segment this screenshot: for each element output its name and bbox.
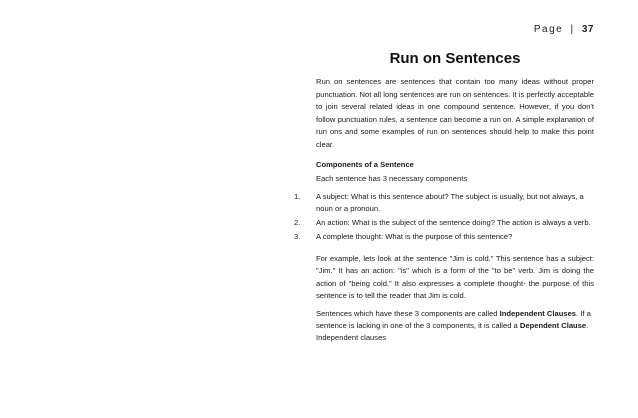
- term-independent-clauses: Independent Clauses: [499, 309, 577, 319]
- closing-paragraph: [316, 308, 594, 344]
- closing-text-1: Sentences which have these 3 components are called: [316, 309, 500, 319]
- list-item: [294, 231, 594, 243]
- list-text: A complete thought: What is the purpose of this sentence?: [316, 232, 513, 241]
- list-number: 2.: [294, 218, 301, 227]
- intro-paragraph: Run on sentences are sentences that contain too many ideas without proper punctuation. Not all long sentences are run on sentences. It is perfectly acceptable to join several related ideas in one compound sentence. However, if you don't follow punctuation rules, a sentence can become a run on. A simple explanation of run ons and some examples of run on sentences should help to make this point clear.: [316, 77, 594, 149]
- term-dependent-clause: Dependent Clause: [519, 321, 587, 331]
- section-heading: Components of a Sentence: [316, 160, 414, 169]
- list-number: 3.: [294, 232, 301, 241]
- list-item: [294, 217, 594, 229]
- list-item: [294, 191, 594, 215]
- closing-text-3: . Independent clauses: [316, 321, 589, 343]
- closing-text-2: . If a sentence is lacking in one of the 3 components, it is called a: [316, 309, 591, 331]
- page-label: Page: [533, 24, 564, 35]
- page-header: [534, 24, 594, 35]
- page-number: 37: [581, 24, 594, 35]
- example-paragraph: For example, lets look at the sentence "Jim is cold." This sentence has a subject: "Jim." It has an action: "is" which is a form of the "to be" verb. Jim is doing the action of "being cold." It also expresses a complete thought- the purpose of this sentence is to tell the reader that Jim is cold.: [316, 254, 594, 300]
- list-number: 1.: [294, 192, 301, 201]
- components-list: [294, 191, 594, 243]
- page-separator: |: [570, 24, 575, 35]
- list-text: An action: What is the subject of the sentence doing? The action is always a verb.: [316, 218, 591, 227]
- list-text: A subject: What is this sentence about? The subject is usually, but not always, a noun or a pronoun.: [316, 192, 584, 213]
- section-intro: Each sentence has 3 necessary components: [316, 174, 468, 183]
- document-title: Run on Sentences: [389, 50, 521, 67]
- document-body: [294, 50, 594, 344]
